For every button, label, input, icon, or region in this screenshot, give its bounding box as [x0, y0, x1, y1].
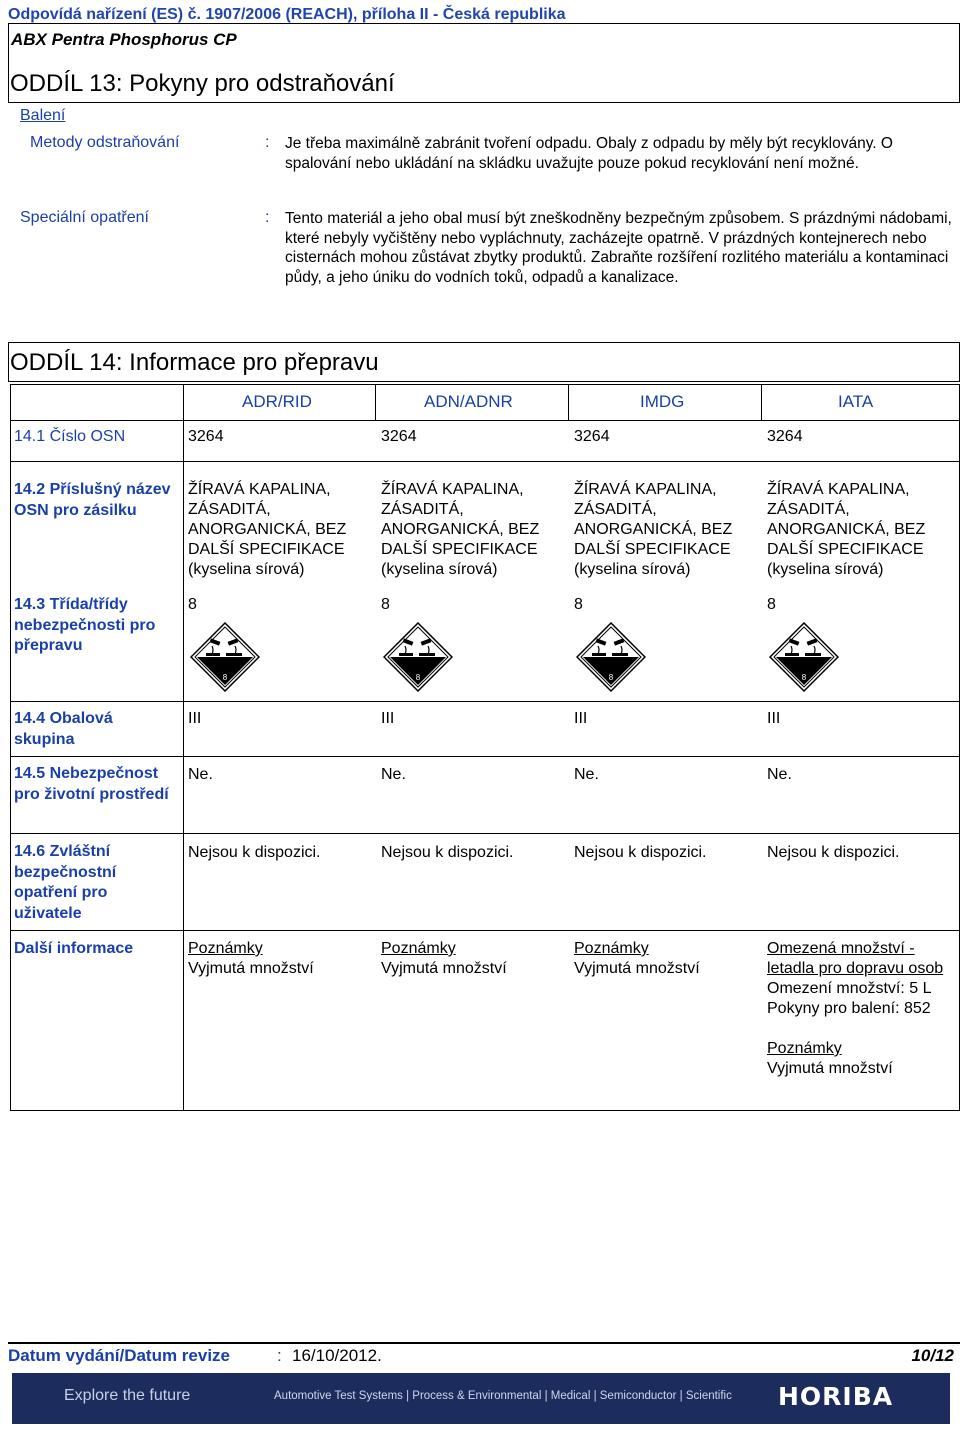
regulation-header: Odpovídá nařízení (ES) č. 1907/2006 (REACH), příloha II - Česká republika [8, 6, 566, 23]
un-number-adr: 3264 [188, 428, 224, 445]
precautions-imdg: Nejsou k dispozici. [574, 844, 707, 861]
remarks-text: Vyjmutá množství [188, 960, 314, 977]
environment-iata: Ne. [767, 766, 792, 783]
column-divider [568, 385, 569, 421]
row-label-additional-info: Další informace [14, 940, 134, 957]
precautions-adn: Nejsou k dispozici. [381, 844, 514, 861]
un-number-imdg: 3264 [574, 428, 610, 445]
corrosive-diamond-icon [190, 622, 260, 692]
packing-group-imdg: III [574, 710, 588, 727]
remarks-text: Vyjmutá množství [381, 960, 507, 977]
corrosive-diamond-icon [383, 622, 453, 692]
pictogram-number: 8 [222, 673, 228, 682]
hazard-class-adn: 8 [381, 596, 390, 613]
precautions-adr: Nejsou k dispozici. [188, 844, 321, 861]
additional-imdg [574, 939, 700, 979]
remarks-text: Vyjmutá množství [767, 1060, 893, 1077]
environment-imdg: Ne. [574, 766, 599, 783]
row-separator [11, 930, 959, 931]
remarks-heading: Poznámky [767, 1040, 842, 1057]
footer-rule [8, 1342, 960, 1344]
header-separator [11, 420, 959, 421]
precautions-iata: Nejsou k dispozici. [767, 844, 900, 861]
row-label-un-number: 14.1 Číslo OSN [14, 428, 126, 445]
col-imdg: IMDG [640, 392, 685, 411]
row-separator [11, 701, 959, 702]
limited-quantity-heading: Omezená množství - letadla pro dopravu osob [767, 940, 944, 977]
environment-adr: Ne. [188, 766, 213, 783]
section-13-title: ODDÍL 13: Pokyny pro odstraňování [10, 70, 395, 97]
brand-divisions: Automotive Test Systems | Process & Environmental | Medical | Semiconductor | Scientific [274, 1390, 732, 1402]
row-label-packing-group: 14.4 Obalová skupina [14, 710, 113, 748]
limited-quantity-text: Omezení množství: 5 L [767, 980, 932, 997]
brand-tagline: Explore the future [64, 1387, 191, 1404]
row-separator [11, 461, 959, 462]
packing-group-iata: III [767, 710, 781, 727]
shipping-name-adn: ŽÍRAVÁ KAPALINA, ZÁSADITÁ, ANORGANICKÁ, BEZ DALŠÍ SPECIFIKACE (kyselina sírová) [381, 481, 540, 578]
product-name: ABX Pentra Phosphorus CP [11, 30, 237, 49]
shipping-name-adr: ŽÍRAVÁ KAPALINA, ZÁSADITÁ, ANORGANICKÁ, BEZ DALŠÍ SPECIFIKACE (kyselina sírová) [188, 481, 347, 578]
col-iata: IATA [838, 392, 874, 411]
pictogram-number: 8 [415, 673, 421, 682]
hazard-class-adr: 8 [188, 596, 197, 613]
shipping-name-imdg: ŽÍRAVÁ KAPALINA, ZÁSADITÁ, ANORGANICKÁ, BEZ DALŠÍ SPECIFIKACE (kyselina sírová) [574, 481, 733, 578]
row-label-hazard-class: 14.3 Třída/třídy nebezpečnosti pro přepravu [14, 596, 156, 654]
hazard-class-imdg: 8 [574, 596, 583, 613]
special-colon: : [265, 209, 270, 226]
disposal-colon: : [265, 134, 270, 151]
remarks-heading: Poznámky [381, 940, 456, 957]
horiba-logo: HORIBA [778, 1382, 894, 1411]
col-adn-adnr: ADN/ADNR [424, 392, 513, 411]
additional-iata [767, 939, 955, 1079]
disposal-methods-text: Je třeba maximálně zabránit tvoření odpadu. Obaly z odpadu by měly být recyklovány. O spalování nebo ukládání na skládku uvažujte pouze pokud recyklování není možné. [285, 135, 893, 172]
row-separator [11, 833, 959, 834]
remarks-heading: Poznámky [574, 940, 649, 957]
issue-date-colon: : [277, 1346, 282, 1365]
environment-adn: Ne. [381, 766, 406, 783]
row-separator [11, 756, 959, 757]
special-precautions-label: Speciální opatření [20, 209, 149, 226]
un-number-adn: 3264 [381, 428, 417, 445]
shipping-name-iata: ŽÍRAVÁ KAPALINA, ZÁSADITÁ, ANORGANICKÁ, BEZ DALŠÍ SPECIFIKACE (kyselina sírová) [767, 481, 926, 578]
row-label-environment: 14.5 Nebezpečnost pro životní prostředí [14, 765, 169, 803]
row-label-special-precautions: 14.6 Zvláštní bezpečnostní opatření pro uživatele [14, 843, 117, 922]
special-precautions-text: Tento materiál a jeho obal musí být zneškodněny bezpečným způsobem. S prázdnými nádobami, které nebyly vyčištěny nebo vypláchnuty, zacházejte opatrně. V prázdných kontejnerech nebo cisternách mohou zůstávat zbytky produktů. Zabraňte rozšíření rozlitého materiálu a kontaminaci půdy, a jeho úniku do vodních toků, odpadů a kanalizace. [285, 210, 952, 286]
col-adr-rid: ADR/RID [242, 392, 312, 411]
packing-instruction: Pokyny pro balení: 852 [767, 1000, 931, 1017]
corrosive-diamond-icon [769, 622, 839, 692]
section-14-title: ODDÍL 14: Informace pro přepravu [10, 349, 379, 376]
pictogram-number: 8 [801, 673, 807, 682]
pictogram-number: 8 [608, 673, 614, 682]
hazard-class-iata: 8 [767, 596, 776, 613]
column-divider [761, 385, 762, 421]
additional-adn [381, 939, 507, 979]
packaging-heading: Balení [20, 107, 66, 124]
row-label-shipping-name: 14.2 Příslušný název OSN pro zásilku [14, 481, 171, 519]
remarks-text: Vyjmutá množství [574, 960, 700, 977]
issue-date-label: Datum vydání/Datum revize [8, 1346, 231, 1365]
disposal-methods-label: Metody odstraňování [30, 134, 180, 151]
brand-banner [12, 1373, 950, 1424]
additional-adr [188, 939, 314, 979]
un-number-iata: 3264 [767, 428, 803, 445]
packing-group-adn: III [381, 710, 395, 727]
page-number: 10/12 [911, 1346, 954, 1365]
column-divider [375, 385, 376, 421]
remarks-heading: Poznámky [188, 940, 263, 957]
packing-group-adr: III [188, 710, 202, 727]
corrosive-diamond-icon [576, 622, 646, 692]
issue-date-value: 16/10/2012. [292, 1346, 382, 1365]
